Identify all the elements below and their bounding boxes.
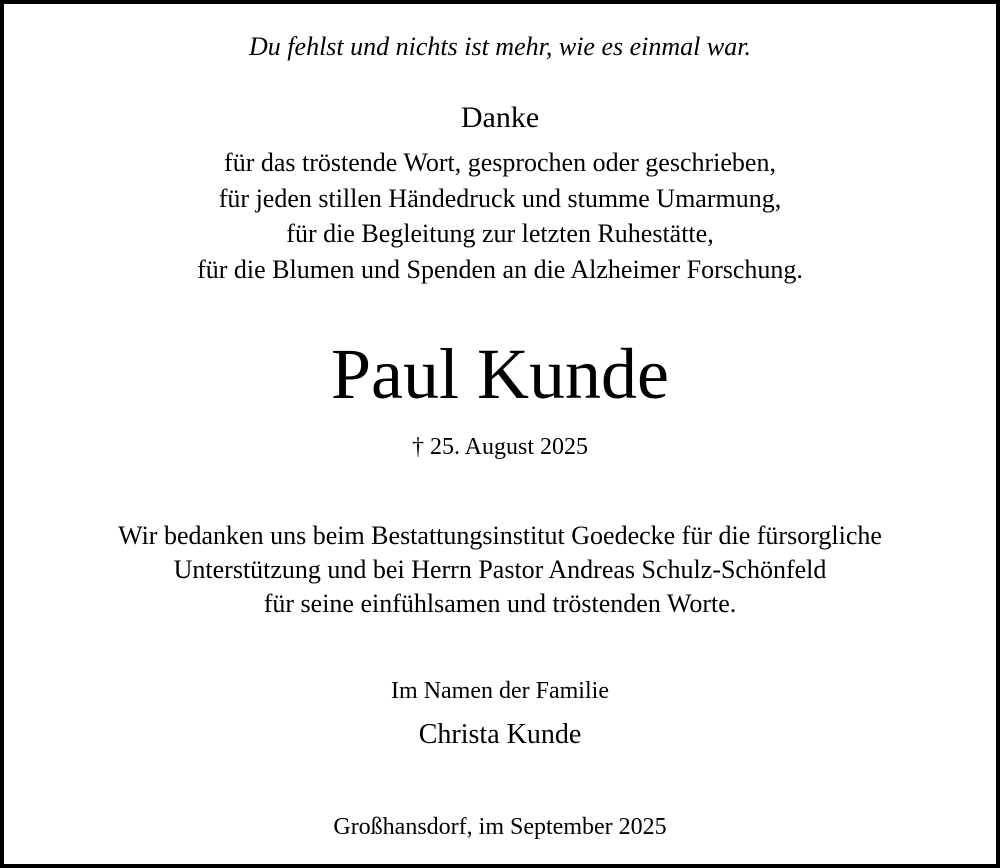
acknowledgement-line: Wir bedanken uns beim Bestattungsinstitut Goedecke für die fürsorgliche — [118, 521, 882, 550]
death-date-line — [0, 430, 1000, 464]
cross-icon: † — [411, 434, 424, 460]
acknowledgement-line: Unterstützung und bei Herrn Pastor Andreas Schulz-Schönfeld — [173, 555, 827, 584]
thanks-heading: Danke — [460, 101, 540, 134]
thanks-line: für das tröstende Wort, gesprochen oder geschrieben, — [224, 148, 776, 177]
motto-line: Du fehlst und nichts ist mehr, wie es einmal war. — [249, 32, 751, 61]
family-label: Im Namen der Familie — [391, 678, 609, 704]
death-date: 25. August 2025 — [429, 434, 588, 460]
acknowledgement-line: für seine einfühlsamen und tröstenden Worte. — [263, 589, 737, 618]
thanks-line: für jeden stillen Händedruck und stumme Umarmung, — [218, 183, 782, 213]
thanks-line: für die Begleitung zur letzten Ruhestätte, — [286, 219, 714, 248]
place-date: Großhansdorf, im September 2025 — [333, 814, 667, 840]
deceased-name: Paul Kunde — [331, 334, 669, 414]
thanks-line: für die Blumen und Spenden an die Alzheimer Forschung. — [197, 254, 803, 284]
acknowledgement-block — [0, 519, 1000, 621]
thanks-list — [0, 145, 1000, 287]
signatory-name: Christa Kunde — [418, 719, 582, 750]
